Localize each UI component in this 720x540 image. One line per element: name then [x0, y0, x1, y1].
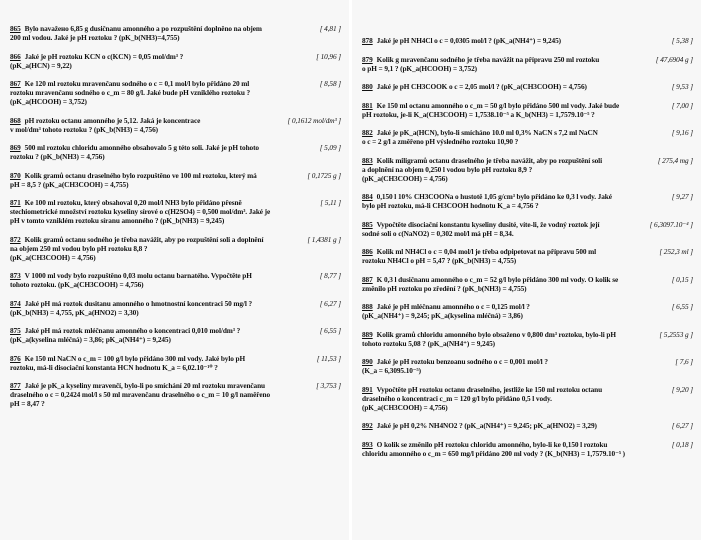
problem-item — [10, 354, 341, 372]
problem-answer: [ 8,58 ] — [319, 79, 341, 88]
problem-number: 871 — [10, 198, 21, 207]
problem-item — [10, 326, 341, 344]
problem-text-line: (pK_b(NH3) = 4,755, pK_a(HNO2) = 3,30) — [10, 307, 139, 317]
problem-answer: [ 252,3 ml ] — [659, 247, 693, 256]
problem-text-line: bylo pH roztoku, má-li CH3COOH hodnotu K_a = 4,756 ? — [362, 201, 539, 210]
problem-text-line: roztoku mravenčanu sodného o c_m = 80 g/l. Jaké bude pH vzniklého roztoku ? — [10, 88, 251, 97]
problem-text-line: Jaké je pH NH4Cl o c = 0,0305 mol/l ? (pK_a(NH4⁺) = 9,245) — [376, 36, 561, 45]
problem-answer: [ 7,6 ] — [675, 357, 693, 366]
problem-item — [10, 52, 341, 70]
problem-text-line: pH = 8,5 ? (pK_a(CH3COOH) = 4,755) — [10, 179, 129, 189]
problem-item — [362, 128, 693, 146]
problem-text-line: (pK_a(HCOOH) = 3,752) — [10, 97, 87, 106]
problem-text-line: Kolik gramů octanu draselného bylo rozpuštěno ve 100 ml roztoku, který má — [24, 170, 257, 180]
problem-answer: [ 6,55 ] — [319, 326, 341, 335]
problem-text-line: a doplnění na objem 0,250 l vodou bylo pH roztoku 8,9 ? — [362, 164, 533, 174]
problem-number: 883 — [362, 155, 373, 165]
problem-number: 892 — [362, 421, 373, 430]
problem-number: 872 — [10, 234, 21, 244]
problem-number: 881 — [362, 100, 373, 110]
problem-item — [10, 198, 341, 225]
problem-text-line: 0,150 l 10% CH3COONa o hustotě 1,05 g/cm³ bylo přidáno ke 0,3 l vody. Jaké — [376, 192, 612, 201]
problem-answer: [ 0,18 ] — [671, 439, 693, 449]
problem-answer: [ 5,11 ] — [320, 198, 341, 207]
problem-text-line: o c = 2 g/l a změřeno pH výsledného roztoku 10,90 ? — [362, 137, 519, 146]
problem-number: 877 — [10, 381, 21, 390]
right-page — [352, 0, 701, 540]
problem-text-line: Ke 100 ml roztoku, který obsahoval 0,20 mol/l NH3 bylo přidáno přesně — [24, 198, 242, 207]
problem-item — [362, 55, 693, 73]
problem-answer: [ 8,77 ] — [319, 271, 341, 280]
problem-item — [362, 220, 693, 238]
problem-item — [10, 143, 341, 161]
problem-text-line: Jaké je pH mléčnanu amonného o c = 0,125 mol/l ? — [376, 302, 530, 311]
problem-item — [362, 330, 693, 348]
problem-number: 889 — [362, 329, 373, 339]
problem-text-line: (pK_a(kyselina mléčná) = 3,86; pK_a(NH4⁺) = 9,245) — [10, 335, 171, 344]
problem-text-line: Jaké je pH 0,2% NH4NO2 ? (pK_a(NH4⁺) = 9,245; pK_a(HNO2) = 3,29) — [376, 421, 597, 430]
problem-number: 890 — [362, 357, 373, 366]
problem-item — [362, 82, 693, 91]
problem-answer: [ 10,96 ] — [316, 51, 341, 61]
problem-answer: [ 9,16 ] — [671, 128, 693, 137]
problem-item — [362, 192, 693, 210]
problem-text-line: pH = 8,47 ? — [10, 399, 45, 408]
problem-text-line: sodné soli o c(NaNO2) = 0,302 mol/l má pH = 8,34. — [362, 228, 514, 238]
problem-item — [362, 302, 693, 320]
problem-text-line: na objem 250 ml vodou bylo pH roztoku 8,8 ? — [10, 243, 148, 253]
problem-text-line: Ke 120 ml roztoku mravenčanu sodného o c = 0,1 mol/l bylo přidáno 20 ml — [24, 79, 250, 88]
problem-item — [10, 116, 341, 134]
problem-text-line: O kolik se změnilo pH roztoku chloridu amonného, bylo-li ke 0,150 l roztoku — [376, 439, 608, 449]
problem-number: 882 — [362, 128, 373, 137]
problem-answer: [ 6,3097.10⁻⁴ ] — [649, 219, 693, 229]
problem-text-line: Vypočtěte disociační konstantu kyseliny dusité, víte-li, že vodný roztok její — [376, 219, 600, 229]
problem-number: 887 — [362, 274, 373, 284]
problem-text-line: Jaké je pH roztoku KCN o c(KCN) = 0,05 mol/dm³ ? — [24, 51, 184, 61]
problem-item — [362, 385, 693, 412]
problem-item — [362, 421, 693, 430]
problem-number: 875 — [10, 326, 21, 335]
problem-text-line: v mol/dm³ tohoto roztoku ? (pK_b(NH3) = 4,756) — [10, 124, 158, 134]
problem-number: 891 — [362, 384, 373, 394]
problem-answer: [ 6,27 ] — [671, 421, 693, 430]
problem-answer: [ 5,2553 g ] — [659, 329, 693, 339]
problem-text-line: (pK_a(CH3COOH) = 4,756) — [10, 252, 96, 262]
problem-text-line: roztoku, má-li disociační konstanta HCN hodnotu K_a = 6,02.10⁻¹⁰ ? — [10, 362, 218, 372]
problem-text-line: Jaké je pK_a(HCN), bylo-li smícháno 10.0 ml 0,3% NaCN s 7,2 ml NaCN — [376, 128, 598, 137]
problem-text-line: (K_a = 6,3095.10⁻⁵) — [362, 366, 421, 375]
problem-text-line: 200 ml vodou. Jaké je pH roztoku ? (pK_b(NH3)=4,755) — [10, 33, 180, 42]
problem-text-line: roztoku NH4Cl o pH = 5,47 ? (pK_b(NH3) = 4,755) — [362, 256, 517, 265]
problem-number: 879 — [362, 54, 373, 64]
problem-item — [10, 381, 341, 408]
problem-text-line: 500 ml roztoku chloridu amonného obsahovalo 5 g této soli. Jaké je pH tohoto — [24, 143, 259, 152]
problem-number: 873 — [10, 271, 21, 280]
problem-text-line: draselného o c = 0,2424 mol/l s 50 ml mravenčanu draselného o c_m = 10 g/l naměřeno — [10, 390, 271, 399]
problem-answer: [ 3,753 ] — [316, 381, 341, 390]
problem-text-line: (pK_a(NH4⁺) = 9,245; pK_a(kyselina mléčná) = 3,86) — [362, 311, 523, 320]
left-page — [0, 0, 349, 540]
problem-number: 876 — [10, 353, 21, 363]
problem-number: 868 — [10, 115, 21, 125]
problem-number: 880 — [362, 82, 373, 91]
problem-text-line: roztoku ? (pK_b(NH3) = 4,756) — [10, 152, 105, 161]
problem-answer: [ 0,1612 mol/dm³ ] — [287, 115, 341, 125]
problem-item — [10, 235, 341, 262]
problem-text-line: Kolik g mravenčanu sodného je třeba navážit na přípravu 250 ml roztoku — [376, 54, 600, 64]
problem-item — [10, 79, 341, 106]
problem-text-line: (pK_a(CH3COOH) = 4,756) — [362, 173, 448, 183]
problem-text-line: Kolik gramů octanu sodného je třeba navážit, aby po rozpuštění soli a doplnění — [24, 234, 264, 244]
problem-text-line: pH v tomto vzniklém roztoku síranu amonného ? (pK_b(NH3) = 9,245) — [10, 216, 225, 225]
problem-item — [10, 24, 341, 42]
problem-answer: [ 6,55 ] — [671, 302, 693, 311]
problem-item — [362, 247, 693, 265]
problem-number: 888 — [362, 302, 373, 311]
problem-answer: [ 6,27 ] — [319, 298, 341, 308]
problem-text-line: chloridu amonného o c_m = 650 mg/l přidáno 200 ml vody ? (K_b(NH3) = 1,7579.10⁻⁵ ) — [362, 448, 625, 458]
problem-text-line: Kolik gramů chloridu amonného bylo obsaženo v 0,800 dm³ roztoku, bylo-li pH — [376, 329, 616, 339]
problem-answer: [ 9,27 ] — [671, 192, 693, 201]
problem-answer: [ 4,81 ] — [319, 24, 341, 33]
problem-answer: [ 0,15 ] — [671, 274, 693, 284]
problem-answer: [ 11,53 ] — [316, 353, 341, 363]
problem-item — [362, 36, 693, 45]
problem-text-line: tohoto roztoku. (pK_a(CH3COOH) = 4,756) — [10, 280, 144, 289]
problem-item — [362, 275, 693, 293]
problem-text-line: Jaké je pH roztoku benzoanu sodného o c = 0,001 mol/l ? — [376, 357, 548, 366]
problem-text-line: Kolik miligramů octanu draselného je třeba navážit, aby po rozpuštění soli — [376, 155, 603, 165]
problem-answer: [ 5,38 ] — [671, 36, 693, 45]
problem-item — [10, 299, 341, 317]
problem-number: 878 — [362, 36, 373, 45]
problem-text-line: pH roztoku octanu amonného je 5,12. Jaká je koncentrace — [24, 115, 201, 125]
problem-text-line: K 0,3 l dusičnanu amonného o c_m = 52 g/l bylo přidáno 300 ml vody. O kolik se — [376, 274, 619, 284]
problem-number: 884 — [362, 192, 373, 201]
problem-number: 866 — [10, 51, 21, 61]
problem-answer: [ 7,00 ] — [671, 100, 693, 110]
problem-answer: [ 47,6904 g ] — [655, 54, 693, 64]
problem-text-line: draselného o koncentraci c_m = 120 g/l bylo přidáno 0,5 l vody. — [362, 393, 552, 403]
problem-answer: [ 9,20 ] — [671, 384, 693, 394]
problem-item — [362, 101, 693, 119]
problem-item — [362, 357, 693, 375]
problem-number: 893 — [362, 439, 373, 449]
problem-number: 869 — [10, 143, 21, 152]
problem-item — [362, 156, 693, 183]
problem-answer: [ 275,4 mg ] — [657, 155, 693, 165]
problem-number: 885 — [362, 219, 373, 229]
problem-item — [362, 440, 693, 458]
problem-text-line: Vypočtěte pH roztoku octanu draselného, jestliže ke 150 ml roztoku octanu — [376, 384, 603, 394]
problem-text-line: tohoto roztoku 5,08 ? (pK_a(NH4⁺) = 9,245) — [362, 338, 495, 348]
problem-number: 870 — [10, 170, 21, 180]
problem-text-line: V 1000 ml vody bylo rozpuštěno 0,03 molu octanu barnatého. Vypočtěte pH — [24, 271, 252, 280]
problem-text-line: stechiometrické množství roztoku kyseliny sírové o c(H2SO4) = 0,500 mol/dm³. Jaké je — [10, 207, 271, 216]
problem-text-line: Ke 150 ml NaCN o c_m = 100 g/l bylo přidáno 300 ml vody. Jaké bylo pH — [24, 353, 246, 363]
problem-text-line: změnilo pH roztoku po zředění ? (pK_b(NH3) = 4,755) — [362, 283, 527, 293]
problem-text-line: Ke 150 ml octanu amonného o c_m = 50 g/l bylo přidáno 500 ml vody. Jaké bude — [376, 100, 620, 110]
problem-text-line: (pK_a(CH3COOH) = 4,756) — [362, 402, 448, 412]
problem-number: 886 — [362, 247, 373, 256]
problem-text-line: Bylo navažено 6,85 g dusičnanu amonného a po rozpuštění doplněno na objem — [24, 24, 262, 33]
problem-text-line: (pK_a(HCN) = 9,22) — [10, 60, 72, 70]
problem-number: 867 — [10, 79, 21, 88]
problem-item — [10, 171, 341, 189]
problem-text-line: Jaké je pH CH3COOK o c = 2,05 mol/l ? (pK_a(CH3COOH) = 4,756) — [376, 82, 587, 91]
problem-number: 874 — [10, 298, 21, 308]
problem-item — [10, 271, 341, 289]
problem-text-line: o pH = 9,1 ? (pK_a(HCOOH) = 3,752) — [362, 63, 477, 73]
problem-text-line: Kolik ml NH4Cl o c = 0,04 mol/l je třeba odpipetovat na přípravu 500 ml — [376, 247, 597, 256]
problem-answer: [ 1,4381 g ] — [307, 234, 341, 244]
problem-text-line: Jaké pH má roztok dusitanu amonného o hmotnostní koncentraci 50 mg/l ? — [24, 298, 253, 308]
problem-answer: [ 5,09 ] — [319, 143, 341, 152]
problem-text-line: Jaké pH má roztok mléčnanu amonného o koncentraci 0,010 mol/dm³ ? — [24, 326, 241, 335]
problem-answer: [ 9,53 ] — [671, 82, 693, 91]
problem-answer: [ 0,1725 g ] — [307, 170, 341, 180]
problem-text-line: Jaké je pK_a kyseliny mravenčí, bylo-li po smíchání 20 ml roztoku mravenčanu — [24, 381, 266, 390]
problem-number: 865 — [10, 24, 21, 33]
problem-text-line: pH roztoku, je-li K_a(CH3COOH) = 1,7538.10⁻⁵ a K_b(NH3) = 1,7579.10⁻⁵ ? — [362, 109, 595, 119]
